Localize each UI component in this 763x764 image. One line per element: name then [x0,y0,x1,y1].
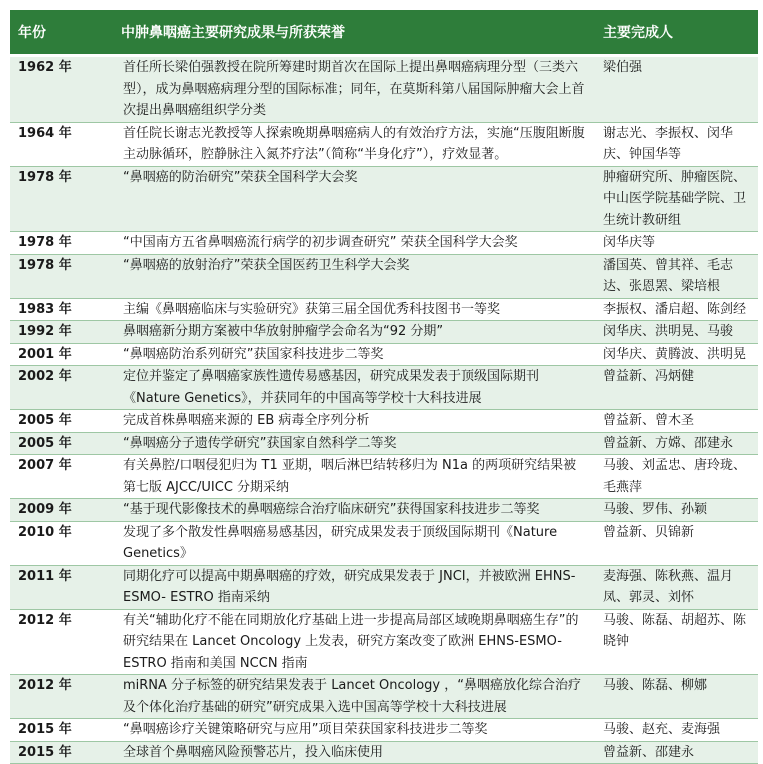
header-year: 年份 [10,10,113,56]
row-year: 2002 年 [10,366,113,410]
table-row [10,366,758,410]
row-year: 1962 年 [10,56,113,123]
row-achievement: 有关“辅助化疗不能在同期放化疗基础上进一步提高局部区域晚期鼻咽癌生存”的研究结果在 Lancet Oncology 上发表，研究方案改变了欧洲 EHNS-ESMO-ESTRO 指南和美国 NCCN 指南 [113,609,595,675]
row-year: 2009 年 [10,499,113,522]
row-people: 马骏、赵充、麦海强 [595,719,758,742]
row-achievement: “基于现代影像技术的鼻咽癌综合治疗临床研究”获得国家科技进步二等奖 [113,499,595,522]
row-people: 马骏、罗伟、孙颖 [595,499,758,522]
row-achievement: “鼻咽癌防治系列研究”获国家科技进步二等奖 [113,343,595,366]
row-year: 1964 年 [10,122,113,166]
row-achievement: 定位并鉴定了鼻咽癌家族性遗传易感基因，研究成果发表于顶级国际期刊《Nature Genetics》，并获同年的中国高等学校十大科技进展 [113,366,595,410]
row-achievement: 发现了多个散发性鼻咽癌易感基因，研究成果发表于顶级国际期刊《Nature Genetics》 [113,521,595,565]
row-achievement: 鼻咽癌新分期方案被中华放射肿瘤学会命名为“92 分期” [113,321,595,344]
table-row [10,741,758,764]
table-row [10,321,758,344]
row-year: 2001 年 [10,343,113,366]
header-achievement: 中肿鼻咽癌主要研究成果与所获荣誉 [113,10,595,56]
achievements-table [10,10,758,764]
row-achievement: 首任所长梁伯强教授在院所筹建时期首次在国际上提出鼻咽癌病理分型（三类六型），成为鼻咽癌病理分型的国际标准；同年，在莫斯科第八届国际肿瘤大会上首次提出鼻咽癌组织学分类 [113,56,595,123]
row-people: 潘国英、曾其祥、毛志达、张恩罴、梁培根 [595,254,758,298]
row-achievement: “鼻咽癌诊疗关键策略研究与应用”项目荣获国家科技进步二等奖 [113,719,595,742]
row-people: 马骏、刘孟忠、唐玲珑、毛燕萍 [595,455,758,499]
row-people: 梁伯强 [595,56,758,123]
row-people: 肿瘤研究所、肿瘤医院、中山医学院基础学院、卫生统计教研组 [595,166,758,232]
table-row [10,675,758,719]
row-year: 1978 年 [10,254,113,298]
achievements-table-container [10,10,758,764]
row-year: 2007 年 [10,455,113,499]
row-people: 李振权、潘启超、陈剑经 [595,298,758,321]
header-people: 主要完成人 [595,10,758,56]
row-people: 闵华庆、黄腾波、洪明晃 [595,343,758,366]
row-year: 2010 年 [10,521,113,565]
row-year: 1992 年 [10,321,113,344]
table-row [10,521,758,565]
table-header-row [10,10,758,56]
row-achievement: 首任院长谢志光教授等人探索晚期鼻咽癌病人的有效治疗方法，实施“压腹阻断腹主动脉循环，腔静脉注入氮芥疗法”（简称“半身化疗”），疗效显著。 [113,122,595,166]
row-achievement: 有关鼻腔/口咽侵犯归为 T1 亚期，咽后淋巴结转移归为 N1a 的两项研究结果被第七版 AJCC/UICC 分期采纳 [113,455,595,499]
row-people: 曾益新、曾木圣 [595,410,758,433]
row-people: 闵华庆、洪明晃、马骏 [595,321,758,344]
row-achievement: 完成首株鼻咽癌来源的 EB 病毒全序列分析 [113,410,595,433]
table-row [10,455,758,499]
table-row [10,232,758,255]
row-people: 闵华庆等 [595,232,758,255]
row-year: 2005 年 [10,432,113,455]
row-year: 1978 年 [10,232,113,255]
row-people: 马骏、陈磊、柳娜 [595,675,758,719]
row-year: 2005 年 [10,410,113,433]
row-achievement: 主编《鼻咽癌临床与实验研究》获第三届全国优秀科技图书一等奖 [113,298,595,321]
row-year: 2012 年 [10,609,113,675]
row-people: 曾益新、贝锦新 [595,521,758,565]
row-achievement: “鼻咽癌的防治研究”荣获全国科学大会奖 [113,166,595,232]
table-row [10,166,758,232]
row-people: 曾益新、方嫦、邵建永 [595,432,758,455]
table-row [10,410,758,433]
row-achievement: “鼻咽癌分子遗传学研究”获国家自然科学二等奖 [113,432,595,455]
row-people: 麦海强、陈秋燕、温月凤、郭灵、刘怀 [595,565,758,609]
row-year: 2015 年 [10,719,113,742]
row-people: 曾益新、冯炳健 [595,366,758,410]
row-achievement: 同期化疗可以提高中期鼻咽癌的疗效，研究成果发表于 JNCI，并被欧洲 EHNS-ESMO- ESTRO 指南采纳 [113,565,595,609]
table-row [10,499,758,522]
row-achievement: 全球首个鼻咽癌风险预警芯片，投入临床使用 [113,741,595,764]
row-people: 谢志光、李振权、闵华庆、钟国华等 [595,122,758,166]
row-people: 曾益新、邵建永 [595,741,758,764]
row-people: 马骏、陈磊、胡超苏、陈晓钟 [595,609,758,675]
row-achievement: “中国南方五省鼻咽癌流行病学的初步调查研究” 荣获全国科学大会奖 [113,232,595,255]
table-row [10,565,758,609]
table-row [10,298,758,321]
table-row [10,254,758,298]
table-body [10,56,758,764]
row-achievement: miRNA 分子标签的研究结果发表于 Lancet Oncology ，“鼻咽癌放化综合治疗及个体化治疗基础的研究”研究成果入选中国高等学校十大科技进展 [113,675,595,719]
table-row [10,122,758,166]
row-achievement: “鼻咽癌的放射治疗”荣获全国医药卫生科学大会奖 [113,254,595,298]
table-row [10,343,758,366]
table-row [10,432,758,455]
table-row [10,719,758,742]
row-year: 2011 年 [10,565,113,609]
row-year: 2012 年 [10,675,113,719]
row-year: 1983 年 [10,298,113,321]
table-row [10,609,758,675]
table-row [10,56,758,123]
row-year: 1978 年 [10,166,113,232]
row-year: 2015 年 [10,741,113,764]
